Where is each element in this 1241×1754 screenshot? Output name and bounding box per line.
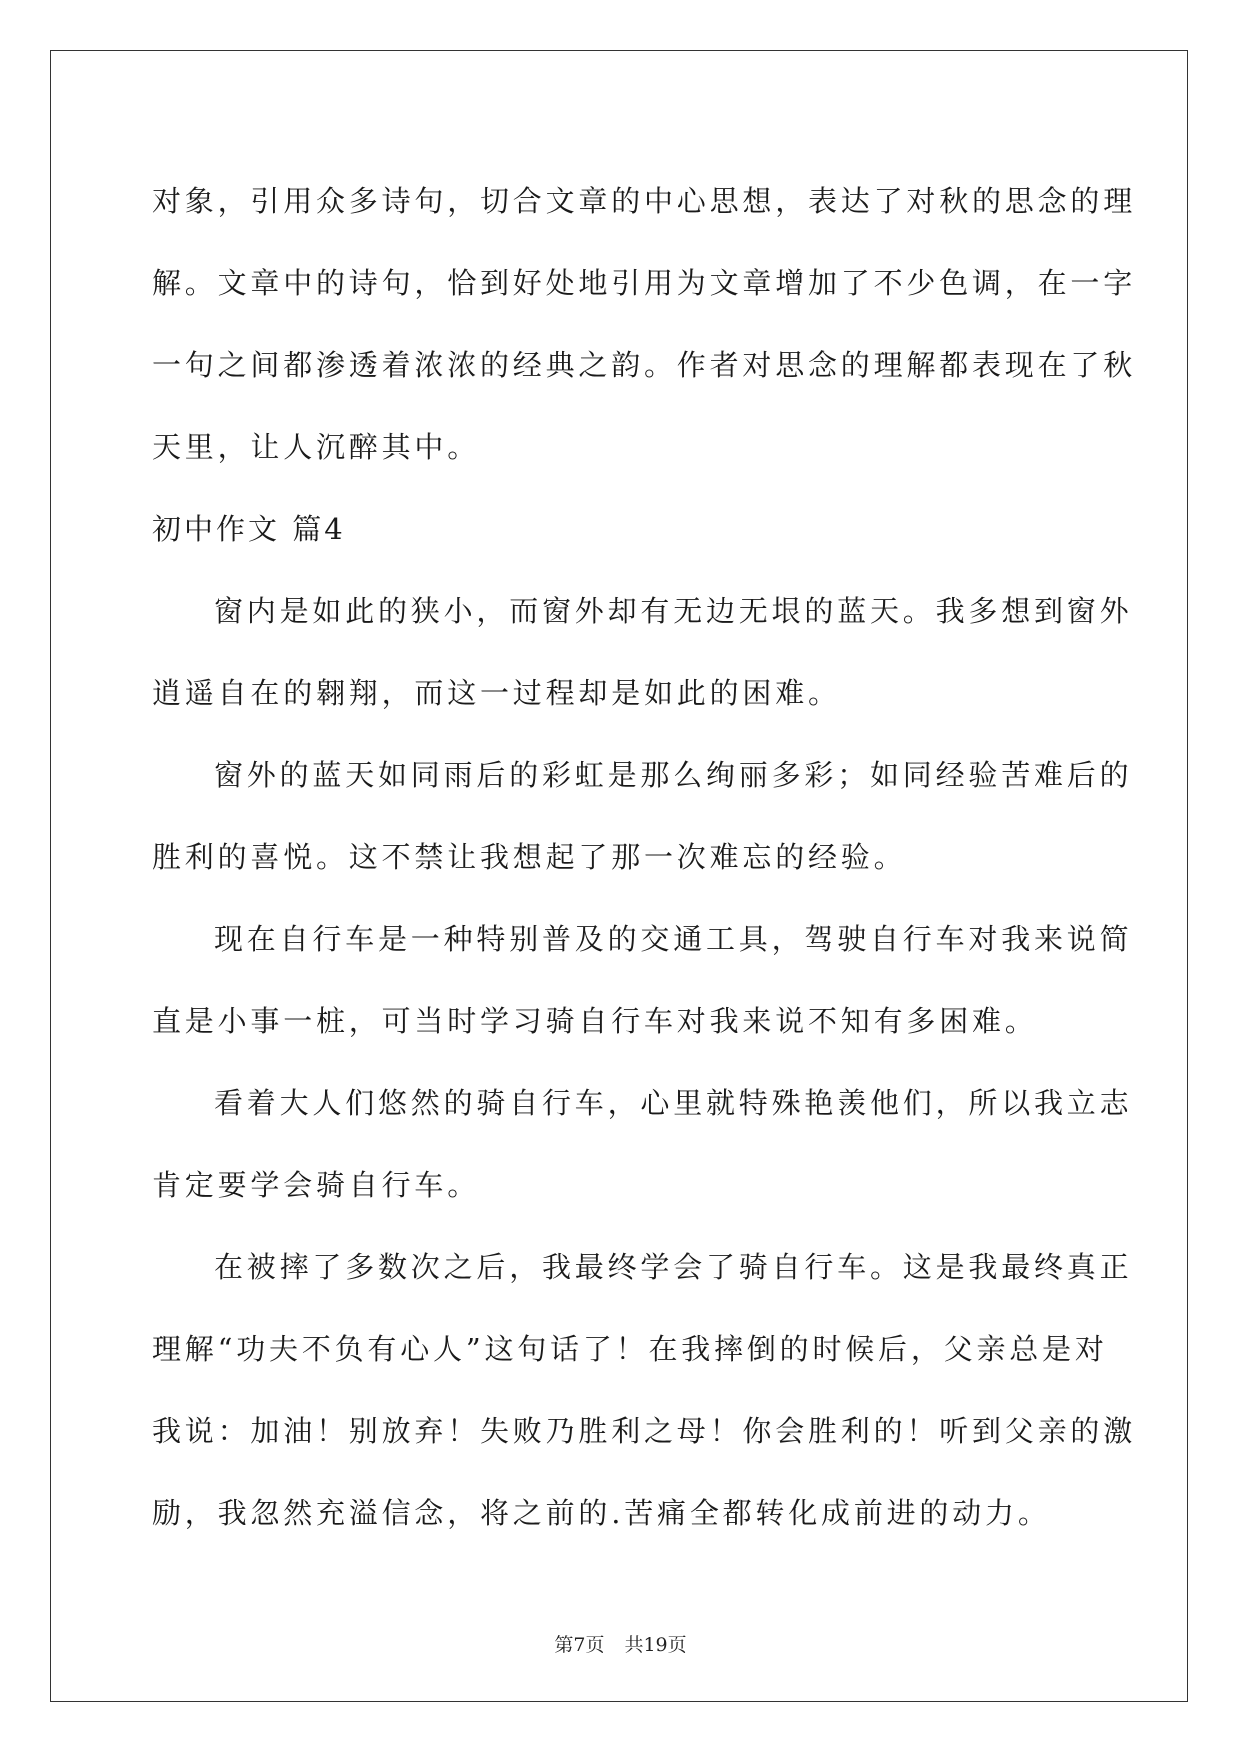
text-line: 对象，引用众多诗句，切合文章的中心思想，表达了对秋的思念的理 (152, 184, 1137, 218)
text-line: 直是小事一桩，可当时学习骑自行车对我来说不知有多困难。 (152, 1004, 1038, 1038)
text-line: 理解“功夫不负有心人”这句话了！在我摔倒的时候后，父亲总是对 (152, 1332, 1108, 1366)
page-total: 共19页 (624, 1634, 687, 1656)
paragraph-first-line: 现在自行车是一种特别普及的交通工具，驾驶自行车对我来说简 (214, 922, 1133, 956)
page-number: 第7页 (554, 1634, 605, 1656)
paragraph-first-line: 窗内是如此的狭小，而窗外却有无边无垠的蓝天。我多想到窗外 (214, 594, 1133, 628)
page-footer (0, 1630, 1241, 1657)
text-line: 我说：加油！别放弃！失败乃胜利之母！你会胜利的！听到父亲的激 (152, 1414, 1137, 1448)
text-line: 逍遥自在的翱翔，而这一过程却是如此的困难。 (152, 676, 841, 710)
text-line: 肯定要学会骑自行车。 (152, 1168, 481, 1202)
text-line: 天里，让人沉醉其中。 (152, 430, 481, 464)
text-line: 励，我忽然充溢信念，将之前的.苦痛全都转化成前进的动力。 (152, 1496, 1051, 1530)
document-body (152, 160, 1137, 1554)
paragraph-first-line: 窗外的蓝天如同雨后的彩虹是那么绚丽多彩；如同经验苦难后的 (214, 758, 1133, 792)
text-line: 胜利的喜悦。这不禁让我想起了那一次难忘的经验。 (152, 840, 907, 874)
section-heading: 初中作文 篇4 (152, 512, 346, 546)
text-line: 一句之间都渗透着浓浓的经典之韵。作者对思念的理解都表现在了秋 (152, 348, 1137, 382)
paragraph-first-line: 看着大人们悠然的骑自行车，心里就特殊艳羡他们，所以我立志 (214, 1086, 1133, 1120)
text-line: 解。文章中的诗句，恰到好处地引用为文章增加了不少色调，在一字 (152, 266, 1137, 300)
paragraph-first-line: 在被摔了多数次之后，我最终学会了骑自行车。这是我最终真正 (214, 1250, 1133, 1284)
